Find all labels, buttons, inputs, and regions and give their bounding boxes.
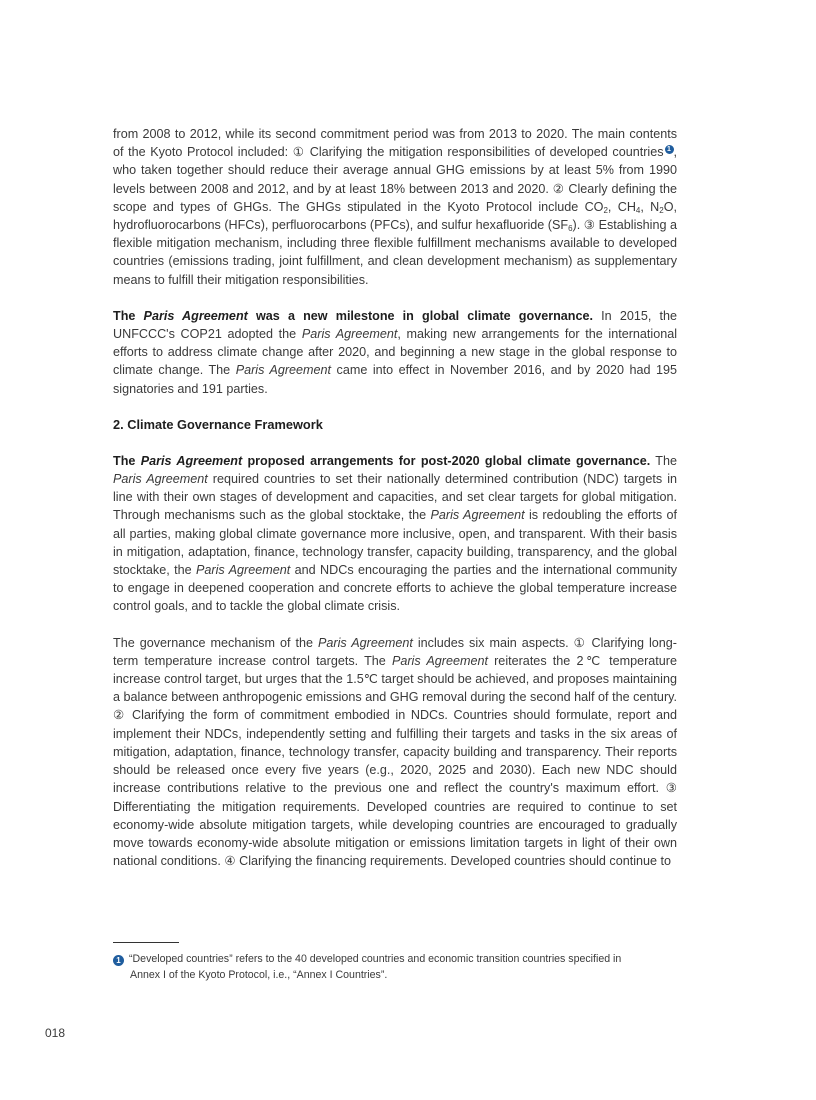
italic-title: Paris Agreement (140, 453, 243, 468)
text-run: required countries to set their nationally determined contribution (NDC) targets in line with their own stages of development and capacities, and set clear targets for global mitigation. Through mechanisms such as the global stocktake, the (113, 472, 677, 523)
text-run: came into effect in November 2016, and by 2020 had 195 signatories and 191 parties. (113, 363, 677, 396)
paragraph-paris-milestone (113, 307, 677, 398)
italic-title: Paris Agreement (196, 563, 291, 578)
text-run: The (113, 453, 141, 468)
text-run: reiterates the 2℃ temperature increase control target, but urges that the 1.5℃ target should be achieved, and proposes maintaining a balance between anthropogenic emissions and GHG removal during the second half of the century. ② Clarifying the form of commitment embodied in NDCs. Countries should formulate, report and implement their NDCs, independently setting and fulfilling their targets and tasks in the six areas of mitigation, adaptation, finance, technology transfer, capacity building and transparency. Their reports should be released once every five years (e.g., 2020, 2025 and 2030). Each new NDC should increase contributions relative to the previous one and reflect the country's maximum effort. ③ Differentiating the mitigation requirements. Developed countries are required to continue to set economy-wide absolute mitigation targets, while developing countries are encouraged to gradually move towards economy-wide absolute mitigation or emissions limitation targets in light of their own national conditions. ④ Clarifying the financing requirements. Developed countries should continue to (113, 653, 677, 869)
text-run: from 2008 to 2012, while its second commitment period was from 2013 to 2020. The main contents of the Kyoto Protocol included: ① Clarifying the mitigation responsibilities of developed countries (113, 127, 677, 160)
paragraph-paris-arrangements (113, 452, 677, 616)
text-run: is redoubling the efforts of all parties, making global climate governance more inclusive, open, and transparent. With their basis in mitigation, adaptation, finance, technology transfer, capacity building, transparency, and the global stocktake, the (113, 508, 678, 578)
italic-title: Paris Agreement (430, 508, 525, 523)
text-run: , N (640, 199, 660, 214)
italic-title: Paris Agreement (113, 472, 208, 487)
subscript: 2 (603, 205, 608, 215)
footnote-text-line1: “Developed countries” refers to the 40 developed countries and economic transition countries specified in (129, 953, 622, 965)
paragraph-kyoto-contents (113, 125, 677, 289)
text-run: The (650, 453, 677, 468)
text-run: The (113, 308, 144, 323)
text-run: In 2015, the UNFCCC's COP21 adopted the (113, 308, 677, 342)
paragraph-governance-mechanism (113, 634, 677, 871)
text-run: , who taken together should reduce their average annual GHG emissions by at least 5% from 1990 levels between 2008 and 2012, and by at least 18% between 2013 and 2020. ② Clearly defining the scope and types of GHGs. The GHGs stipulated in the Kyoto Protocol include CO (113, 145, 677, 214)
italic-title: Paris Agreement (391, 653, 488, 668)
text-run: and NDCs encouraging the parties and the international community to engage in deepened cooperation and concrete efforts to achieve the global temperature increase control goals, and to tackle the global climate crisis. (113, 563, 678, 614)
footnote (113, 951, 677, 983)
text-run: , making new arrangements for the international efforts to address climate change after 2020, and beginning a new stage in the global response to climate change. The (113, 327, 678, 378)
text-run: ). ③ Establishing a flexible mitigation mechanism, including three flexible fulfillment mechanisms available to developed countries (emissions trading, joint fulfillment, and clean development mechanism) as supplementary means to fulfill their mitigation responsibilities. (113, 218, 677, 287)
page-body (113, 125, 677, 888)
footnote-marker-icon: 1 (113, 955, 124, 966)
lead-sentence (113, 454, 650, 468)
text-run: proposed arrangements for post-2020 global climate governance. (242, 453, 651, 468)
text-run: The governance mechanism of the (113, 635, 318, 650)
italic-title: Paris Agreement (301, 327, 398, 342)
italic-title: Paris Agreement (317, 635, 413, 650)
subscript: 4 (635, 205, 641, 215)
lead-sentence (113, 309, 593, 323)
page-number: 018 (45, 1026, 66, 1040)
text-run: includes six main aspects. ① Clarifying long-term temperature increase control targets. The (113, 635, 677, 668)
text-run: O, hydrofluorocarbons (HFCs), perfluorocarbons (PFCs), and sulfur hexafluoride (SF (113, 199, 678, 233)
footnote-text-line2: Annex I of the Kyoto Protocol, i.e., “Annex I Countries”. (130, 969, 388, 981)
text-run: was a new milestone in global climate governance. (247, 308, 594, 323)
section-heading: 2. Climate Governance Framework (113, 416, 323, 432)
subscript: 2 (659, 205, 664, 215)
subscript: 6 (568, 224, 573, 234)
footnote-divider (113, 942, 179, 943)
footnote-reference-icon[interactable]: 1 (665, 145, 674, 154)
text-run: , CH (607, 199, 636, 214)
italic-title: Paris Agreement (143, 308, 248, 323)
italic-title: Paris Agreement (235, 363, 332, 378)
